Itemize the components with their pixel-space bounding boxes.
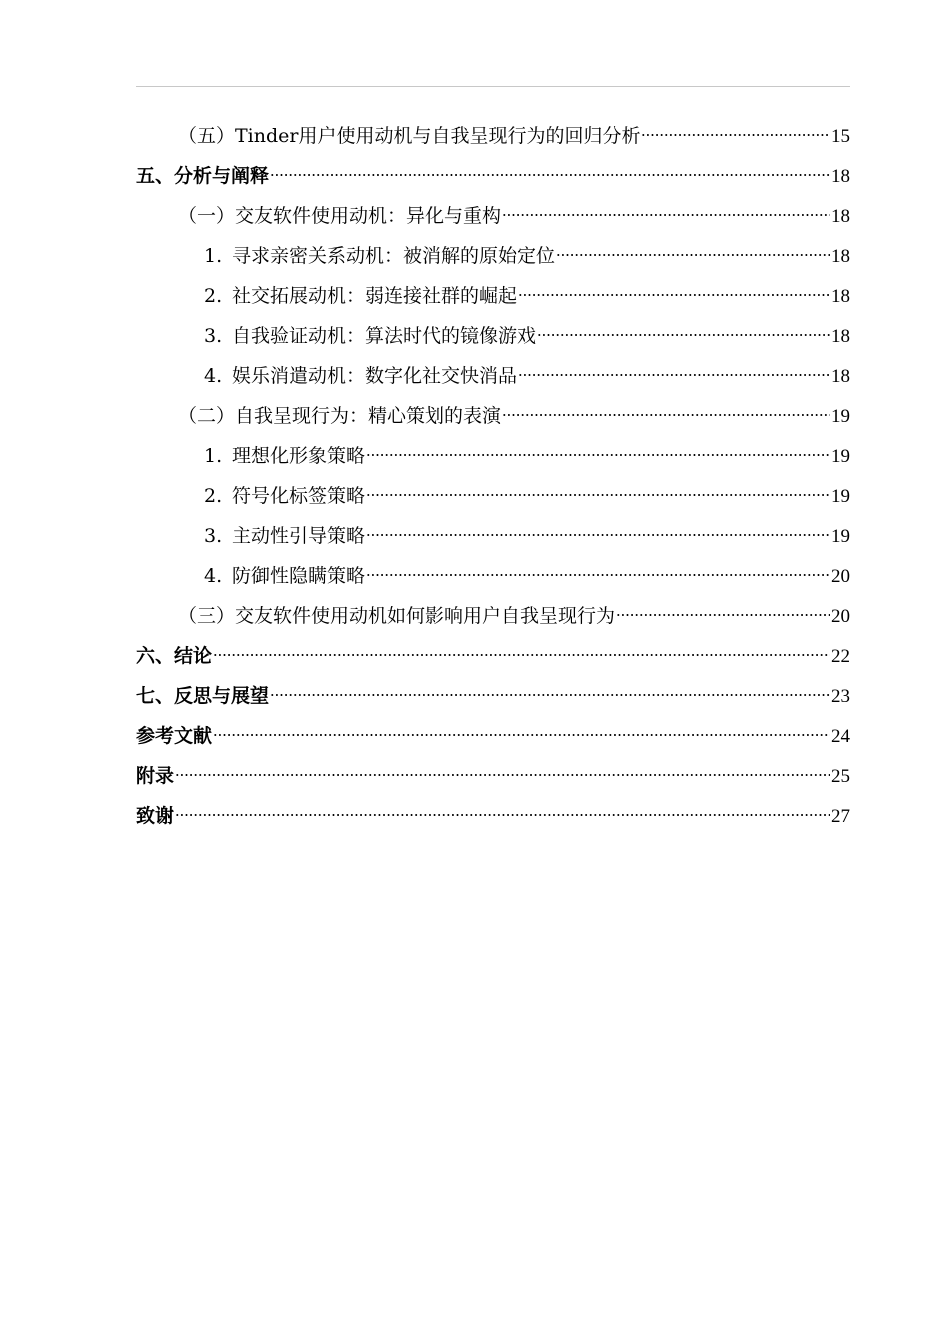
toc-entry-page: 20 [831, 606, 850, 627]
dot-leader [366, 492, 830, 498]
toc-entry-number: 1. [204, 245, 223, 267]
toc-entry-page: 19 [831, 526, 850, 547]
dot-leader [213, 732, 830, 738]
toc-entry[interactable] [136, 356, 850, 396]
toc-entry[interactable] [136, 476, 850, 516]
dot-leader [366, 452, 830, 458]
toc-entry-page: 19 [831, 486, 850, 507]
toc-entry-page: 18 [831, 366, 850, 387]
toc-entry-page: 18 [831, 246, 850, 267]
toc-entry[interactable] [136, 556, 850, 596]
dot-leader [641, 132, 830, 138]
toc-entry-title: 五、分析与阐释 [136, 165, 270, 187]
toc-entry-page: 19 [831, 446, 850, 467]
toc-entry-title: 参考文献 [136, 725, 213, 747]
dot-leader [502, 212, 830, 218]
toc-entry-title: （二）自我呈现行为：精心策划的表演 [178, 405, 502, 427]
dot-leader [502, 412, 830, 418]
toc-entry-number: 4. [204, 365, 223, 387]
toc-entry-page: 24 [831, 726, 850, 747]
toc-entry-title: 防御性隐瞒策略 [232, 565, 366, 587]
toc-entry-title: 娱乐消遣动机：数字化社交快消品 [232, 365, 518, 387]
toc-entry-number: 3. [204, 525, 223, 547]
table-of-contents [136, 116, 850, 836]
toc-entry-page: 22 [831, 646, 850, 667]
toc-entry[interactable] [136, 676, 850, 716]
toc-entry-number: 3. [204, 325, 223, 347]
toc-entry-title: 六、结论 [136, 645, 213, 667]
toc-entry-number: 2. [204, 485, 223, 507]
dot-leader [616, 612, 830, 618]
toc-entry[interactable] [136, 596, 850, 636]
toc-entry-page: 18 [831, 166, 850, 187]
toc-entry-page: 18 [831, 286, 850, 307]
dot-leader [366, 532, 830, 538]
toc-entry-page: 15 [831, 126, 850, 147]
toc-entry-page: 19 [831, 406, 850, 427]
toc-entry-number: 4. [204, 565, 223, 587]
dot-leader [175, 812, 830, 818]
toc-entry[interactable] [136, 196, 850, 236]
dot-leader [518, 372, 830, 378]
toc-entry-title: 社交拓展动机：弱连接社群的崛起 [232, 285, 518, 307]
toc-entry-title: 符号化标签策略 [232, 485, 366, 507]
toc-entry[interactable] [136, 236, 850, 276]
dot-leader [270, 172, 830, 178]
toc-entry-title: （五）Tinder用户使用动机与自我呈现行为的回归分析 [178, 125, 641, 147]
toc-entry-page: 25 [831, 766, 850, 787]
dot-leader [537, 332, 830, 338]
toc-entry-number: 1. [204, 445, 223, 467]
dot-leader [270, 692, 830, 698]
toc-entry[interactable] [136, 756, 850, 796]
toc-entry[interactable] [136, 116, 850, 156]
toc-entry-title: 附录 [136, 765, 175, 787]
toc-entry-title: 自我验证动机：算法时代的镜像游戏 [232, 325, 537, 347]
toc-entry-page: 23 [831, 686, 850, 707]
toc-entry-page: 27 [831, 806, 850, 827]
dot-leader [556, 252, 830, 258]
toc-entry-page: 18 [831, 206, 850, 227]
dot-leader [175, 772, 830, 778]
toc-entry-title: 致谢 [136, 805, 175, 827]
toc-entry[interactable] [136, 796, 850, 836]
toc-entry[interactable] [136, 276, 850, 316]
toc-entry[interactable] [136, 436, 850, 476]
dot-leader [518, 292, 830, 298]
toc-entry-page: 18 [831, 326, 850, 347]
toc-entry[interactable] [136, 516, 850, 556]
toc-entry[interactable] [136, 716, 850, 756]
toc-entry-page: 20 [831, 566, 850, 587]
toc-entry-title: 主动性引导策略 [232, 525, 366, 547]
toc-entry-title: （一）交友软件使用动机：异化与重构 [178, 205, 502, 227]
dot-leader [213, 652, 830, 658]
toc-entry[interactable] [136, 636, 850, 676]
toc-entry-title: 理想化形象策略 [232, 445, 366, 467]
dot-leader [366, 572, 830, 578]
header-rule [136, 86, 850, 87]
toc-entry[interactable] [136, 156, 850, 196]
toc-entry-title: （三）交友软件使用动机如何影响用户自我呈现行为 [178, 605, 616, 627]
toc-entry-title: 七、反思与展望 [136, 685, 270, 707]
toc-entry[interactable] [136, 396, 850, 436]
toc-entry[interactable] [136, 316, 850, 356]
toc-entry-number: 2. [204, 285, 223, 307]
toc-entry-title: 寻求亲密关系动机：被消解的原始定位 [232, 245, 556, 267]
